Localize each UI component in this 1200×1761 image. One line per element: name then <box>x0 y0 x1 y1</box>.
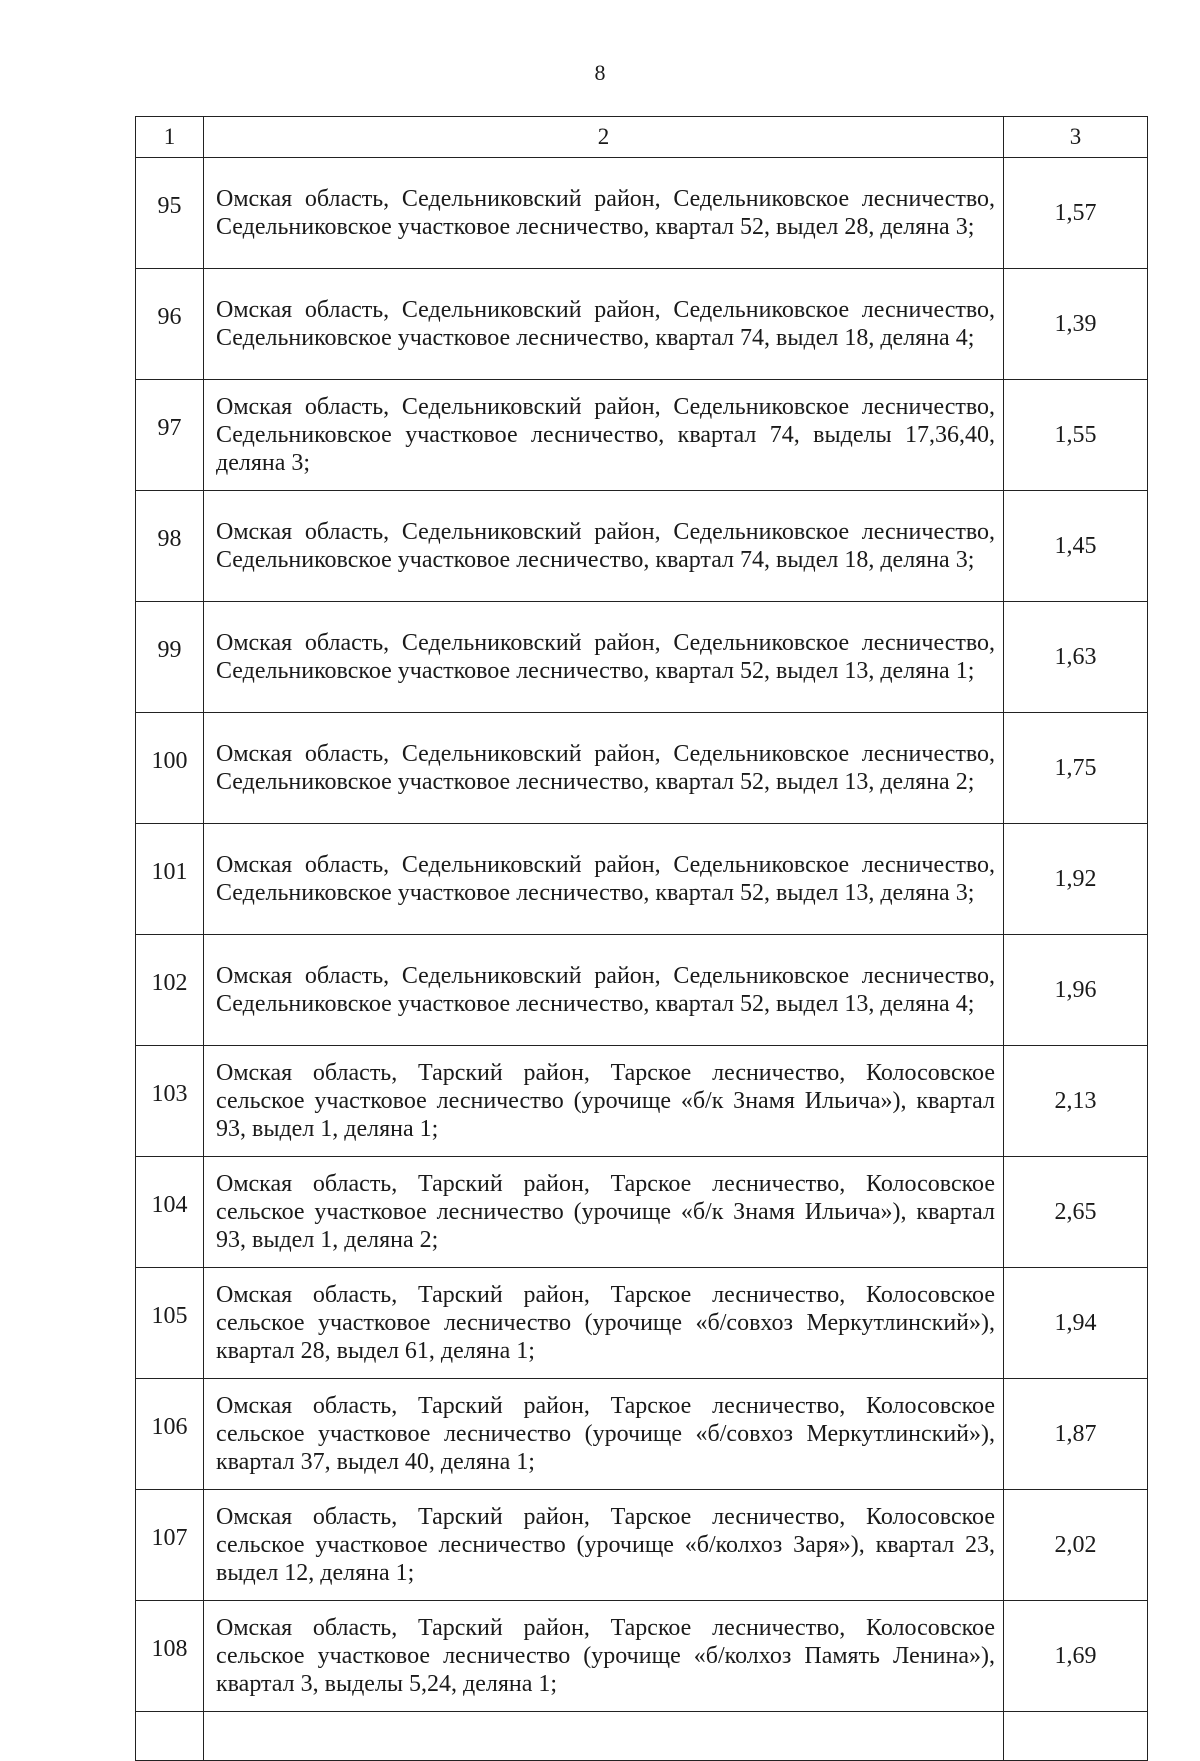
table-row <box>136 269 1148 380</box>
row-area: 1,39 <box>1004 269 1148 380</box>
row-description: Омская область, Седельниковский район, Седельниковское лесничество, Седельниковское участковое лесничество, квартал 74, выдел 18, деляна 3; <box>204 491 1004 602</box>
row-number: 107 <box>136 1490 204 1601</box>
row-area: 1,57 <box>1004 158 1148 269</box>
row-area: 1,87 <box>1004 1379 1148 1490</box>
column-header-area: 3 <box>1004 117 1148 158</box>
row-description: Омская область, Седельниковский район, Седельниковское лесничество, Седельниковское участковое лесничество, квартал 52, выдел 13, деляна 1; <box>204 602 1004 713</box>
row-number: 103 <box>136 1046 204 1157</box>
row-description: Омская область, Седельниковский район, Седельниковское лесничество, Седельниковское участковое лесничество, квартал 74, выдел 18, деляна 4; <box>204 269 1004 380</box>
row-area: 1,63 <box>1004 602 1148 713</box>
table-row <box>136 602 1148 713</box>
register-table <box>135 116 1148 1761</box>
row-area: 2,65 <box>1004 1157 1148 1268</box>
row-description: Омская область, Тарский район, Тарское лесничество, Колосовское сельское участковое лесничество (урочище «б/к Знамя Ильича»), квартал 93, выдел 1, деляна 1; <box>204 1046 1004 1157</box>
row-area: 1,55 <box>1004 380 1148 491</box>
row-area: 1,75 <box>1004 713 1148 824</box>
row-description: Омская область, Седельниковский район, Седельниковское лесничество, Седельниковское участковое лесничество, квартал 52, выдел 28, деляна 3; <box>204 158 1004 269</box>
row-number: 100 <box>136 713 204 824</box>
row-area: 1,94 <box>1004 1268 1148 1379</box>
page-number: 8 <box>594 60 606 85</box>
table-row <box>136 935 1148 1046</box>
table-row <box>136 158 1148 269</box>
table-empty-row <box>136 1712 1148 1761</box>
row-description: Омская область, Тарский район, Тарское лесничество, Колосовское сельское участковое лесничество (урочище «б/к Знамя Ильича»), квартал 93, выдел 1, деляна 2; <box>204 1157 1004 1268</box>
row-area: 1,45 <box>1004 491 1148 602</box>
table-row <box>136 491 1148 602</box>
row-number: 101 <box>136 824 204 935</box>
row-area: 1,69 <box>1004 1601 1148 1712</box>
row-area: 2,13 <box>1004 1046 1148 1157</box>
row-description: Омская область, Седельниковский район, Седельниковское лесничество, Седельниковское участковое лесничество, квартал 74, выделы 17,36,40, деляна 3; <box>204 380 1004 491</box>
row-number: 102 <box>136 935 204 1046</box>
row-number: 97 <box>136 380 204 491</box>
empty-cell <box>136 1712 204 1761</box>
row-number: 106 <box>136 1379 204 1490</box>
row-number: 98 <box>136 491 204 602</box>
column-header-description: 2 <box>204 117 1004 158</box>
row-number: 108 <box>136 1601 204 1712</box>
row-description: Омская область, Тарский район, Тарское лесничество, Колосовское сельское участковое лесничество (урочище «б/колхоз Память Ленина»), квартал 3, выделы 5,24, деляна 1; <box>204 1601 1004 1712</box>
table-row <box>136 1268 1148 1379</box>
row-number: 95 <box>136 158 204 269</box>
row-description: Омская область, Тарский район, Тарское лесничество, Колосовское сельское участковое лесничество (урочище «б/колхоз Заря»), квартал 23, выдел 12, деляна 1; <box>204 1490 1004 1601</box>
row-description: Омская область, Седельниковский район, Седельниковское лесничество, Седельниковское участковое лесничество, квартал 52, выдел 13, деляна 3; <box>204 824 1004 935</box>
row-area: 2,02 <box>1004 1490 1148 1601</box>
table-row <box>136 824 1148 935</box>
table-row <box>136 713 1148 824</box>
row-description: Омская область, Тарский район, Тарское лесничество, Колосовское сельское участковое лесничество (урочище «б/совхоз Меркутлинский»), квартал 28, выдел 61, деляна 1; <box>204 1268 1004 1379</box>
table-header-row <box>136 117 1148 158</box>
row-area: 1,92 <box>1004 824 1148 935</box>
row-number: 99 <box>136 602 204 713</box>
row-description: Омская область, Седельниковский район, Седельниковское лесничество, Седельниковское участковое лесничество, квартал 52, выдел 13, деляна 2; <box>204 713 1004 824</box>
table-row <box>136 1157 1148 1268</box>
table-row <box>136 1490 1148 1601</box>
column-header-number: 1 <box>136 117 204 158</box>
row-description: Омская область, Седельниковский район, Седельниковское лесничество, Седельниковское участковое лесничество, квартал 52, выдел 13, деляна 4; <box>204 935 1004 1046</box>
row-number: 96 <box>136 269 204 380</box>
row-number: 105 <box>136 1268 204 1379</box>
row-number: 104 <box>136 1157 204 1268</box>
empty-cell <box>204 1712 1004 1761</box>
table-row <box>136 1379 1148 1490</box>
empty-cell <box>1004 1712 1148 1761</box>
table-row <box>136 1601 1148 1712</box>
table-row <box>136 1046 1148 1157</box>
row-area: 1,96 <box>1004 935 1148 1046</box>
row-description: Омская область, Тарский район, Тарское лесничество, Колосовское сельское участковое лесничество (урочище «б/совхоз Меркутлинский»), квартал 37, выдел 40, деляна 1; <box>204 1379 1004 1490</box>
register-table-body <box>136 117 1148 1761</box>
table-row <box>136 380 1148 491</box>
